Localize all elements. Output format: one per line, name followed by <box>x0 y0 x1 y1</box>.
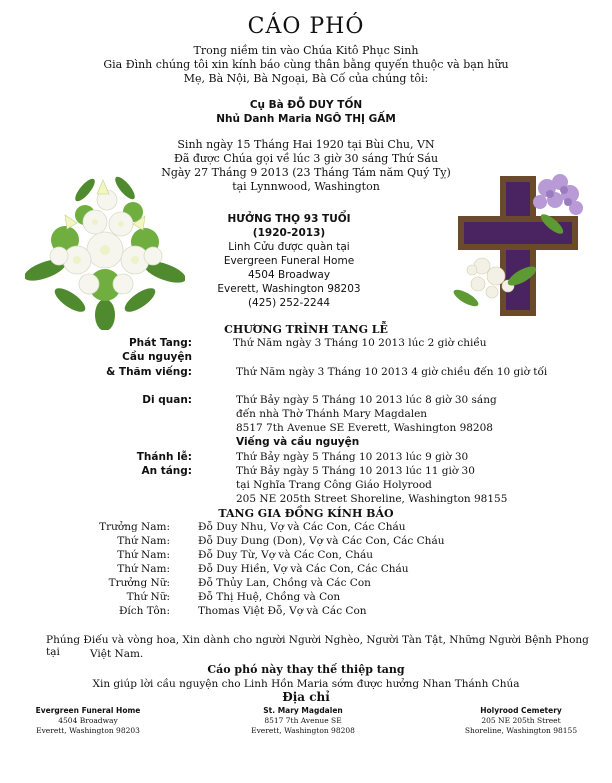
an-tang-line-3: 205 NE 205th Street Shoreline, Washington 98155 <box>236 493 508 505</box>
address-2-line2: Everett, Washington 98208 <box>251 726 355 735</box>
deceased-baptismal-name: Nhủ Danh Maria NGÔ THỊ GẤM <box>216 113 396 125</box>
di-quan-line-2: đến nhà Thờ Thánh Mary Magdalen <box>236 408 428 420</box>
address-3-name: Holyrood Cemetery <box>480 706 562 715</box>
life-line-2: Đã được Chúa gọi về lúc 3 giờ 30 sáng Thứ Sáu <box>173 152 439 165</box>
family-role-7: Đích Tôn: <box>118 605 170 617</box>
address-1-line1: 4504 Broadway <box>58 716 118 725</box>
an-tang-label: An táng: <box>141 465 192 477</box>
address-3-line1: 205 NE 205th Street <box>481 716 561 725</box>
address-1-name: Evergreen Funeral Home <box>35 706 141 715</box>
family-name-5: Đỗ Thủy Lan, Chồng và Các Con <box>198 577 371 589</box>
family-name-4: Đỗ Duy Hiền, Vợ và Các Con, Các Cháu <box>198 563 409 575</box>
family-name-7: Thomas Việt Đỗ, Vợ và Các Con <box>198 605 367 617</box>
address-2-name: St. Mary Magdalen <box>263 706 343 715</box>
di-quan-line-3: 8517 7th Avenue SE Everett, Washington 98208 <box>236 422 493 434</box>
age-years: (1920-2013) <box>252 227 326 239</box>
family-name-6: Đỗ Thị Huệ, Chồng và Con <box>198 591 341 603</box>
flower-bouquet-icon <box>25 160 185 330</box>
intro-line-1: Trong niềm tin vào Chúa Kitô Phục Sinh <box>193 44 419 57</box>
address-1-line2: Everett, Washington 98203 <box>36 726 140 735</box>
family-role-1: Trưởng Nam: <box>99 521 170 533</box>
family-role-5: Trưởng Nữ: <box>108 577 170 589</box>
age-heading: HƯỞNG THỌ 93 TUỔI <box>227 213 351 225</box>
life-line-3: Ngày 27 Tháng 9 2013 (23 Tháng Tám năm Quý Tỵ) <box>161 166 451 179</box>
di-quan-label: Di quan: <box>142 394 192 406</box>
family-name-3: Đỗ Duy Từ, Vợ và Các Con, Cháu <box>198 549 374 561</box>
viewing-line-5: (425) 252-2244 <box>247 297 331 309</box>
family-role-6: Thứ Nữ: <box>126 591 170 603</box>
an-tang-line-2: tại Nghĩa Trang Công Giáo Holyrood <box>236 479 432 491</box>
replace-note: Cáo phó này thay thế thiệp tang <box>207 663 405 676</box>
viewing-line-2: Evergreen Funeral Home <box>223 255 355 267</box>
life-line-4: tại Lynnwood, Washington <box>232 180 380 193</box>
cau-nguyen-label: Cầu nguyện <box>122 351 192 363</box>
family-role-2: Thứ Nam: <box>117 535 170 547</box>
family-name-1: Đỗ Duy Nhu, Vợ và Các Con, Các Cháu <box>198 521 406 533</box>
thanh-le-label: Thánh lễ: <box>136 451 192 463</box>
flowers-note-line-1: Phúng Điếu và vòng hoa, Xin dành cho người Người Nghèo, Người Tàn Tật, Những Người Bệnh Phong tại <box>46 634 589 658</box>
tham-vieng-label: & Thăm viếng: <box>106 366 192 378</box>
intro-line-2: Gia Đình chúng tôi xin kính báo cùng thân bằng quyến thuộc và bạn hữu <box>103 58 509 71</box>
family-role-3: Thứ Nam: <box>117 549 170 561</box>
addresses-heading: Địa chỉ <box>282 690 330 704</box>
di-quan-line-1: Thứ Bảy ngày 5 Tháng 10 2013 lúc 8 giờ 30 sáng <box>236 394 497 406</box>
address-2-line1: 8517 7th Avenue SE <box>264 716 342 725</box>
viewing-line-1: Linh Cửu được quàn tại <box>228 241 350 253</box>
prayer-note: Xin giúp lời cầu nguyện cho Linh Hồn Maria sớm được hưởng Nhan Thánh Chúa <box>92 678 520 690</box>
intro-line-3: Mẹ, Bà Nội, Bà Ngoại, Bà Cố của chúng tôi: <box>183 72 429 85</box>
an-tang-line-1: Thứ Bảy ngày 5 Tháng 10 2013 lúc 11 giờ 30 <box>236 465 475 477</box>
family-heading: TANG GIA ĐỒNG KÍNH BÁO <box>218 507 394 520</box>
page-title: CÁO PHÓ <box>247 14 365 39</box>
life-line-1: Sinh ngày 15 Tháng Hai 1920 tại Bùi Chu, VN <box>177 138 435 151</box>
tham-vieng-value: Thứ Năm ngày 3 Tháng 10 2013 4 giờ chiều đến 10 giờ tối <box>236 366 548 378</box>
cross-with-lilacs-icon <box>452 168 587 318</box>
viewing-line-3: 4504 Broadway <box>247 269 331 281</box>
thanh-le-value: Thứ Bảy ngày 5 Tháng 10 2013 lúc 9 giờ 30 <box>236 451 469 463</box>
program-heading: CHƯƠNG TRÌNH TANG LỄ <box>224 323 388 336</box>
deceased-name: Cụ Bà ĐỖ DUY TỐN <box>249 99 363 111</box>
address-3-line2: Shoreline, Washington 98155 <box>464 726 578 735</box>
phat-tang-value: Thứ Năm ngày 3 Tháng 10 2013 lúc 2 giờ chiều <box>233 337 487 349</box>
phat-tang-label: Phát Tang: <box>128 337 192 349</box>
family-role-4: Thứ Nam: <box>117 563 170 575</box>
flowers-note-line-2: Việt Nam. <box>90 648 144 660</box>
vieng-heading: Viếng và cầu nguyện <box>236 436 360 448</box>
viewing-line-4: Everett, Washington 98203 <box>217 283 361 295</box>
family-name-2: Đỗ Duy Dung (Don), Vợ và Các Con, Các Cháu <box>198 535 445 547</box>
